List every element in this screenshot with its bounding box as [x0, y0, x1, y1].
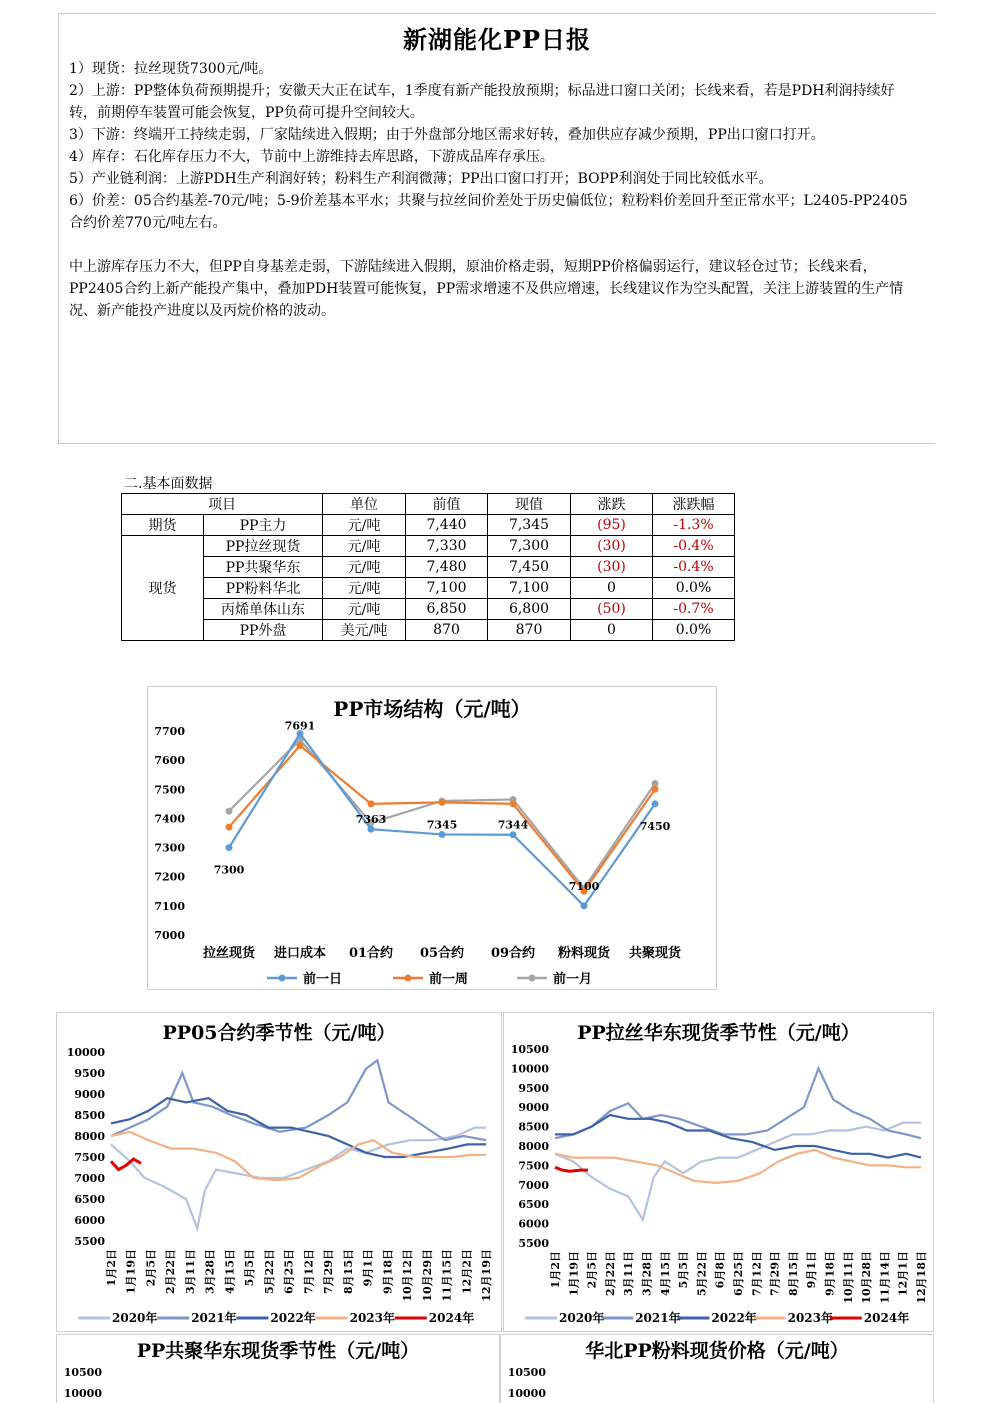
y-tick-label: 8000: [518, 1140, 549, 1153]
table-row: [122, 536, 735, 557]
row-chg: 0: [571, 578, 653, 599]
x-tick-label: 10月11日: [841, 1251, 855, 1304]
header-curr: 现值: [488, 494, 571, 515]
group-futures: 期货: [122, 515, 204, 536]
market-structure-chart: [147, 686, 717, 990]
data-point: [439, 799, 446, 806]
x-tick-label: 01合约: [348, 946, 394, 961]
y-tick-label: 7200: [154, 870, 185, 884]
data-label: 7100: [568, 879, 600, 893]
x-tick-label: 6月25日: [732, 1251, 745, 1296]
x-tick-label: 8月15日: [786, 1251, 800, 1296]
row-prev: 6,850: [406, 599, 488, 620]
row-prev: 7,480: [406, 557, 488, 578]
x-tick-label: 4月15日: [658, 1251, 672, 1296]
table-row: [122, 620, 735, 641]
x-tick-label: 3月28日: [203, 1249, 217, 1294]
x-tick-label: 2月22日: [164, 1249, 178, 1294]
x-tick-label: 2月5日: [144, 1249, 158, 1287]
report-line-downstream: 3）下游：终端开工持续走弱，厂家陆续进入假期；由于外盘部分地区需求好转，叠加供应存减少预期，PP出口窗口打开。: [69, 127, 825, 143]
x-tick-label: 7月29日: [768, 1251, 782, 1296]
x-tick-label: 进口成本: [273, 946, 327, 961]
chart-title: PP05合约季节性（元/吨）: [162, 1022, 396, 1044]
y-tick-label: 7300: [154, 841, 185, 855]
x-tick-label: 2月22日: [603, 1251, 617, 1296]
data-label: 7450: [639, 819, 671, 833]
row-item: 丙烯单体山东: [204, 599, 323, 620]
y-tick-label: 10000: [507, 1387, 546, 1400]
x-tick-label: 12月18日: [915, 1251, 928, 1304]
pp05-seasonal-chart: [56, 1012, 502, 1332]
y-tick-label: 5500: [74, 1235, 105, 1248]
row-item: PP外盘: [204, 620, 323, 641]
chart-title: PP市场结构（元/吨）: [333, 697, 531, 721]
row-unit: 元/吨: [323, 599, 406, 620]
data-label: 7363: [355, 813, 387, 827]
y-tick-label: 10500: [510, 1043, 549, 1056]
header-item: 项目: [122, 494, 323, 515]
report-line-inventory: 4）库存：石化库存压力不大，节前中上游维持去库思路，下游成品库存承压。: [69, 149, 554, 165]
x-tick-label: 12月1日: [896, 1251, 910, 1296]
x-tick-label: 5月22日: [695, 1251, 709, 1296]
data-point: [510, 831, 517, 838]
row-curr: 7,300: [488, 536, 571, 557]
row-chg: (95): [571, 515, 653, 536]
report-line-spread: 6）价差：05合约基差-70元/吨；5-9价差基本平水；共聚与拉丝间价差处于历史偏低位；粒粉料价差回升至正常水平；L2405-PP2405合约价差770元/吨左右。: [69, 193, 908, 231]
row-chg: (30): [571, 557, 653, 578]
y-tick-label: 6500: [518, 1198, 549, 1212]
x-tick-label: 3月11日: [183, 1249, 197, 1294]
legend-marker: [405, 975, 412, 982]
legend-marker: [279, 975, 286, 982]
y-tick-label: 10000: [66, 1046, 105, 1059]
row-curr: 7,345: [488, 515, 571, 536]
legend-label: 2020年: [559, 1311, 605, 1325]
x-tick-label: 5月22日: [262, 1249, 276, 1294]
copolymer-svg: [56, 1334, 500, 1403]
x-tick-label: 1月19日: [567, 1251, 581, 1296]
table-row: [122, 557, 735, 578]
y-tick-label: 8500: [74, 1109, 105, 1122]
x-tick-label: 共聚现货: [628, 946, 682, 961]
row-curr: 7,450: [488, 557, 571, 578]
x-tick-label: 11月15日: [440, 1249, 454, 1302]
raffia-seasonal-chart: [503, 1012, 934, 1332]
row-item: PP主力: [204, 515, 323, 536]
y-tick-label: 7000: [154, 929, 185, 942]
y-tick-label: 9500: [74, 1067, 105, 1080]
legend-label: 2020年: [112, 1311, 158, 1325]
y-tick-label: 7100: [154, 899, 185, 913]
header-chg: 涨跌: [571, 494, 653, 515]
chart-border: [57, 1013, 502, 1332]
legend-label: 2024年: [428, 1311, 475, 1325]
x-tick-label: 12月19日: [480, 1249, 493, 1302]
fundamentals-title: 二.基本面数据: [124, 476, 213, 492]
x-tick-label: 05合约: [419, 946, 465, 961]
y-tick-label: 7000: [518, 1178, 549, 1192]
table-row: [122, 578, 735, 599]
y-tick-label: 7500: [154, 783, 185, 797]
data-label: 7691: [284, 719, 316, 733]
data-point: [226, 844, 233, 851]
report-title: 新湖能化PP日报: [402, 25, 592, 54]
powder-price-chart: [500, 1334, 934, 1403]
report-frame: [58, 13, 935, 444]
row-item: PP共聚华东: [204, 557, 323, 578]
row-curr: 6,800: [488, 599, 571, 620]
y-tick-label: 7000: [74, 1172, 105, 1185]
x-tick-label: 1月2日: [549, 1251, 562, 1289]
x-tick-label: 9月18日: [381, 1249, 395, 1294]
row-unit: 元/吨: [323, 536, 406, 557]
row-pct: -0.4%: [653, 536, 735, 557]
x-tick-label: 3月11日: [622, 1251, 636, 1296]
row-pct: -1.3%: [653, 515, 735, 536]
fundamentals-table: [121, 493, 735, 641]
data-point: [510, 800, 517, 807]
row-chg: (30): [571, 536, 653, 557]
legend-label: 前一月: [553, 972, 593, 987]
structure-svg: [147, 686, 717, 990]
x-tick-label: 1月2日: [105, 1249, 118, 1287]
x-tick-label: 9月1日: [805, 1251, 819, 1289]
row-curr: 7,100: [488, 578, 571, 599]
row-curr: 870: [488, 620, 571, 641]
y-tick-label: 6000: [74, 1214, 105, 1227]
data-point: [368, 800, 375, 807]
x-tick-label: 9月1日: [361, 1249, 375, 1287]
legend-label: 前一日: [303, 972, 343, 987]
data-point: [297, 742, 304, 749]
chart-title: 华北PP粉料现货价格（元/吨）: [585, 1340, 849, 1362]
data-label: 7344: [497, 818, 529, 832]
row-unit: 元/吨: [323, 515, 406, 536]
y-tick-label: 6500: [74, 1193, 105, 1206]
data-label: 7345: [426, 818, 458, 832]
report-body: [69, 58, 921, 322]
row-prev: 7,440: [406, 515, 488, 536]
y-tick-label: 7500: [518, 1159, 549, 1173]
y-tick-label: 9000: [518, 1101, 549, 1115]
row-pct: 0.0%: [653, 620, 735, 641]
powder-svg: [500, 1334, 934, 1403]
row-unit: 元/吨: [323, 578, 406, 599]
legend-marker: [529, 975, 536, 982]
y-tick-label: 7700: [154, 725, 185, 738]
row-prev: 7,100: [406, 578, 488, 599]
legend-label: 2023年: [349, 1311, 396, 1325]
legend-label: 2021年: [635, 1311, 681, 1325]
report-line-profit: 5）产业链利润：上游PDH生产利润好转；粉料生产利润微薄；PP出口窗口打开；BOPP利润处于同比较低水平。: [69, 171, 773, 187]
x-tick-label: 7月29日: [322, 1249, 336, 1294]
legend-label: 2023年: [787, 1311, 834, 1325]
y-tick-label: 7600: [154, 754, 185, 768]
x-tick-label: 5月5日: [677, 1251, 691, 1289]
report-summary: 中上游库存压力不大，但PP自身基差走弱，下游陆续进入假期，原油价格走弱，短期PP价格偏弱运行，建议轻仓过节；长线来看，PP2405合约上新产能投产集中，叠加PDH装置可能恢复，PP需求增速不及供应增速，长线建议作为空头配置，关注上游装置的生产情况、新产能投产进度以及丙烷价格的波动。: [69, 259, 904, 319]
x-tick-label: 09合约: [490, 946, 536, 961]
data-label: 7300: [213, 863, 245, 877]
row-pct: -0.4%: [653, 557, 735, 578]
data-point: [226, 824, 233, 831]
row-unit: 元/吨: [323, 557, 406, 578]
x-tick-label: 2月5日: [585, 1251, 599, 1289]
report-line-upstream: 2）上游：PP整体负荷预期提升；安徽天大正在试车，1季度有新产能投放预期；标品进口窗口关闭；长线来看，若是PDH利润持续好转，前期停车装置可能会恢复，PP负荷可提升空间较大。: [69, 83, 895, 121]
header-unit: 单位: [323, 494, 406, 515]
data-point: [652, 786, 659, 793]
y-tick-label: 10000: [63, 1387, 102, 1400]
report-line-spot: 1）现货：拉丝现货7300元/吨。: [69, 61, 273, 77]
x-tick-label: 7月12日: [750, 1251, 764, 1296]
x-tick-label: 9月18日: [823, 1251, 837, 1296]
legend-label: 2024年: [863, 1311, 910, 1325]
y-tick-label: 8500: [518, 1120, 549, 1134]
x-tick-label: 拉丝现货: [202, 946, 256, 961]
header-pct: 涨跌幅: [653, 494, 735, 515]
x-tick-label: 12月2日: [460, 1249, 474, 1294]
x-tick-label: 5月5日: [243, 1249, 257, 1287]
row-prev: 7,330: [406, 536, 488, 557]
chart-title: PP共聚华东现货季节性（元/吨）: [136, 1340, 420, 1362]
row-prev: 870: [406, 620, 488, 641]
data-point: [581, 902, 588, 909]
row-unit: 美元/吨: [323, 620, 406, 641]
data-point: [652, 800, 659, 807]
x-tick-label: 7月12日: [302, 1249, 316, 1294]
x-tick-label: 10月12日: [401, 1249, 415, 1302]
pp05-svg: [56, 1012, 502, 1332]
table-row: [122, 599, 735, 620]
y-tick-label: 6000: [518, 1217, 549, 1231]
y-tick-label: 7400: [154, 812, 185, 826]
group-spot: 现货: [122, 536, 204, 641]
row-chg: (50): [571, 599, 653, 620]
data-point: [439, 831, 446, 838]
x-tick-label: 粉料现货: [557, 946, 611, 961]
y-tick-label: 10500: [507, 1366, 546, 1379]
x-tick-label: 4月15日: [223, 1249, 237, 1294]
y-tick-label: 10000: [510, 1062, 549, 1076]
legend-label: 2022年: [711, 1311, 757, 1325]
x-tick-label: 11月14日: [878, 1251, 892, 1304]
x-tick-label: 10月29日: [420, 1249, 434, 1302]
x-tick-label: 6月25日: [282, 1249, 296, 1294]
table-header-row: [122, 494, 735, 515]
row-item: PP拉丝现货: [204, 536, 323, 557]
y-tick-label: 5500: [518, 1237, 549, 1250]
y-tick-label: 9500: [518, 1081, 549, 1095]
x-tick-label: 6月8日: [713, 1251, 727, 1289]
row-item: PP粉料华北: [204, 578, 323, 599]
chart-title: PP拉丝华东现货季节性（元/吨）: [577, 1022, 860, 1044]
y-tick-label: 10500: [63, 1366, 102, 1379]
y-tick-label: 8000: [74, 1130, 105, 1143]
x-tick-label: 8月15日: [341, 1249, 355, 1294]
row-pct: -0.7%: [653, 599, 735, 620]
table-row: [122, 515, 735, 536]
header-prev: 前值: [406, 494, 488, 515]
row-chg: 0: [571, 620, 653, 641]
copolymer-seasonal-chart: [56, 1334, 500, 1403]
x-tick-label: 10月28日: [860, 1251, 874, 1304]
y-tick-label: 7500: [74, 1151, 105, 1164]
x-tick-label: 3月28日: [640, 1251, 654, 1296]
legend-label: 2022年: [270, 1311, 316, 1325]
x-tick-label: 1月19日: [124, 1249, 138, 1294]
y-tick-label: 9000: [74, 1088, 105, 1101]
legend-label: 前一周: [429, 972, 469, 987]
row-pct: 0.0%: [653, 578, 735, 599]
data-point: [368, 826, 375, 833]
raffia-svg: [503, 1012, 934, 1332]
legend-label: 2021年: [191, 1311, 237, 1325]
data-point: [226, 808, 233, 815]
